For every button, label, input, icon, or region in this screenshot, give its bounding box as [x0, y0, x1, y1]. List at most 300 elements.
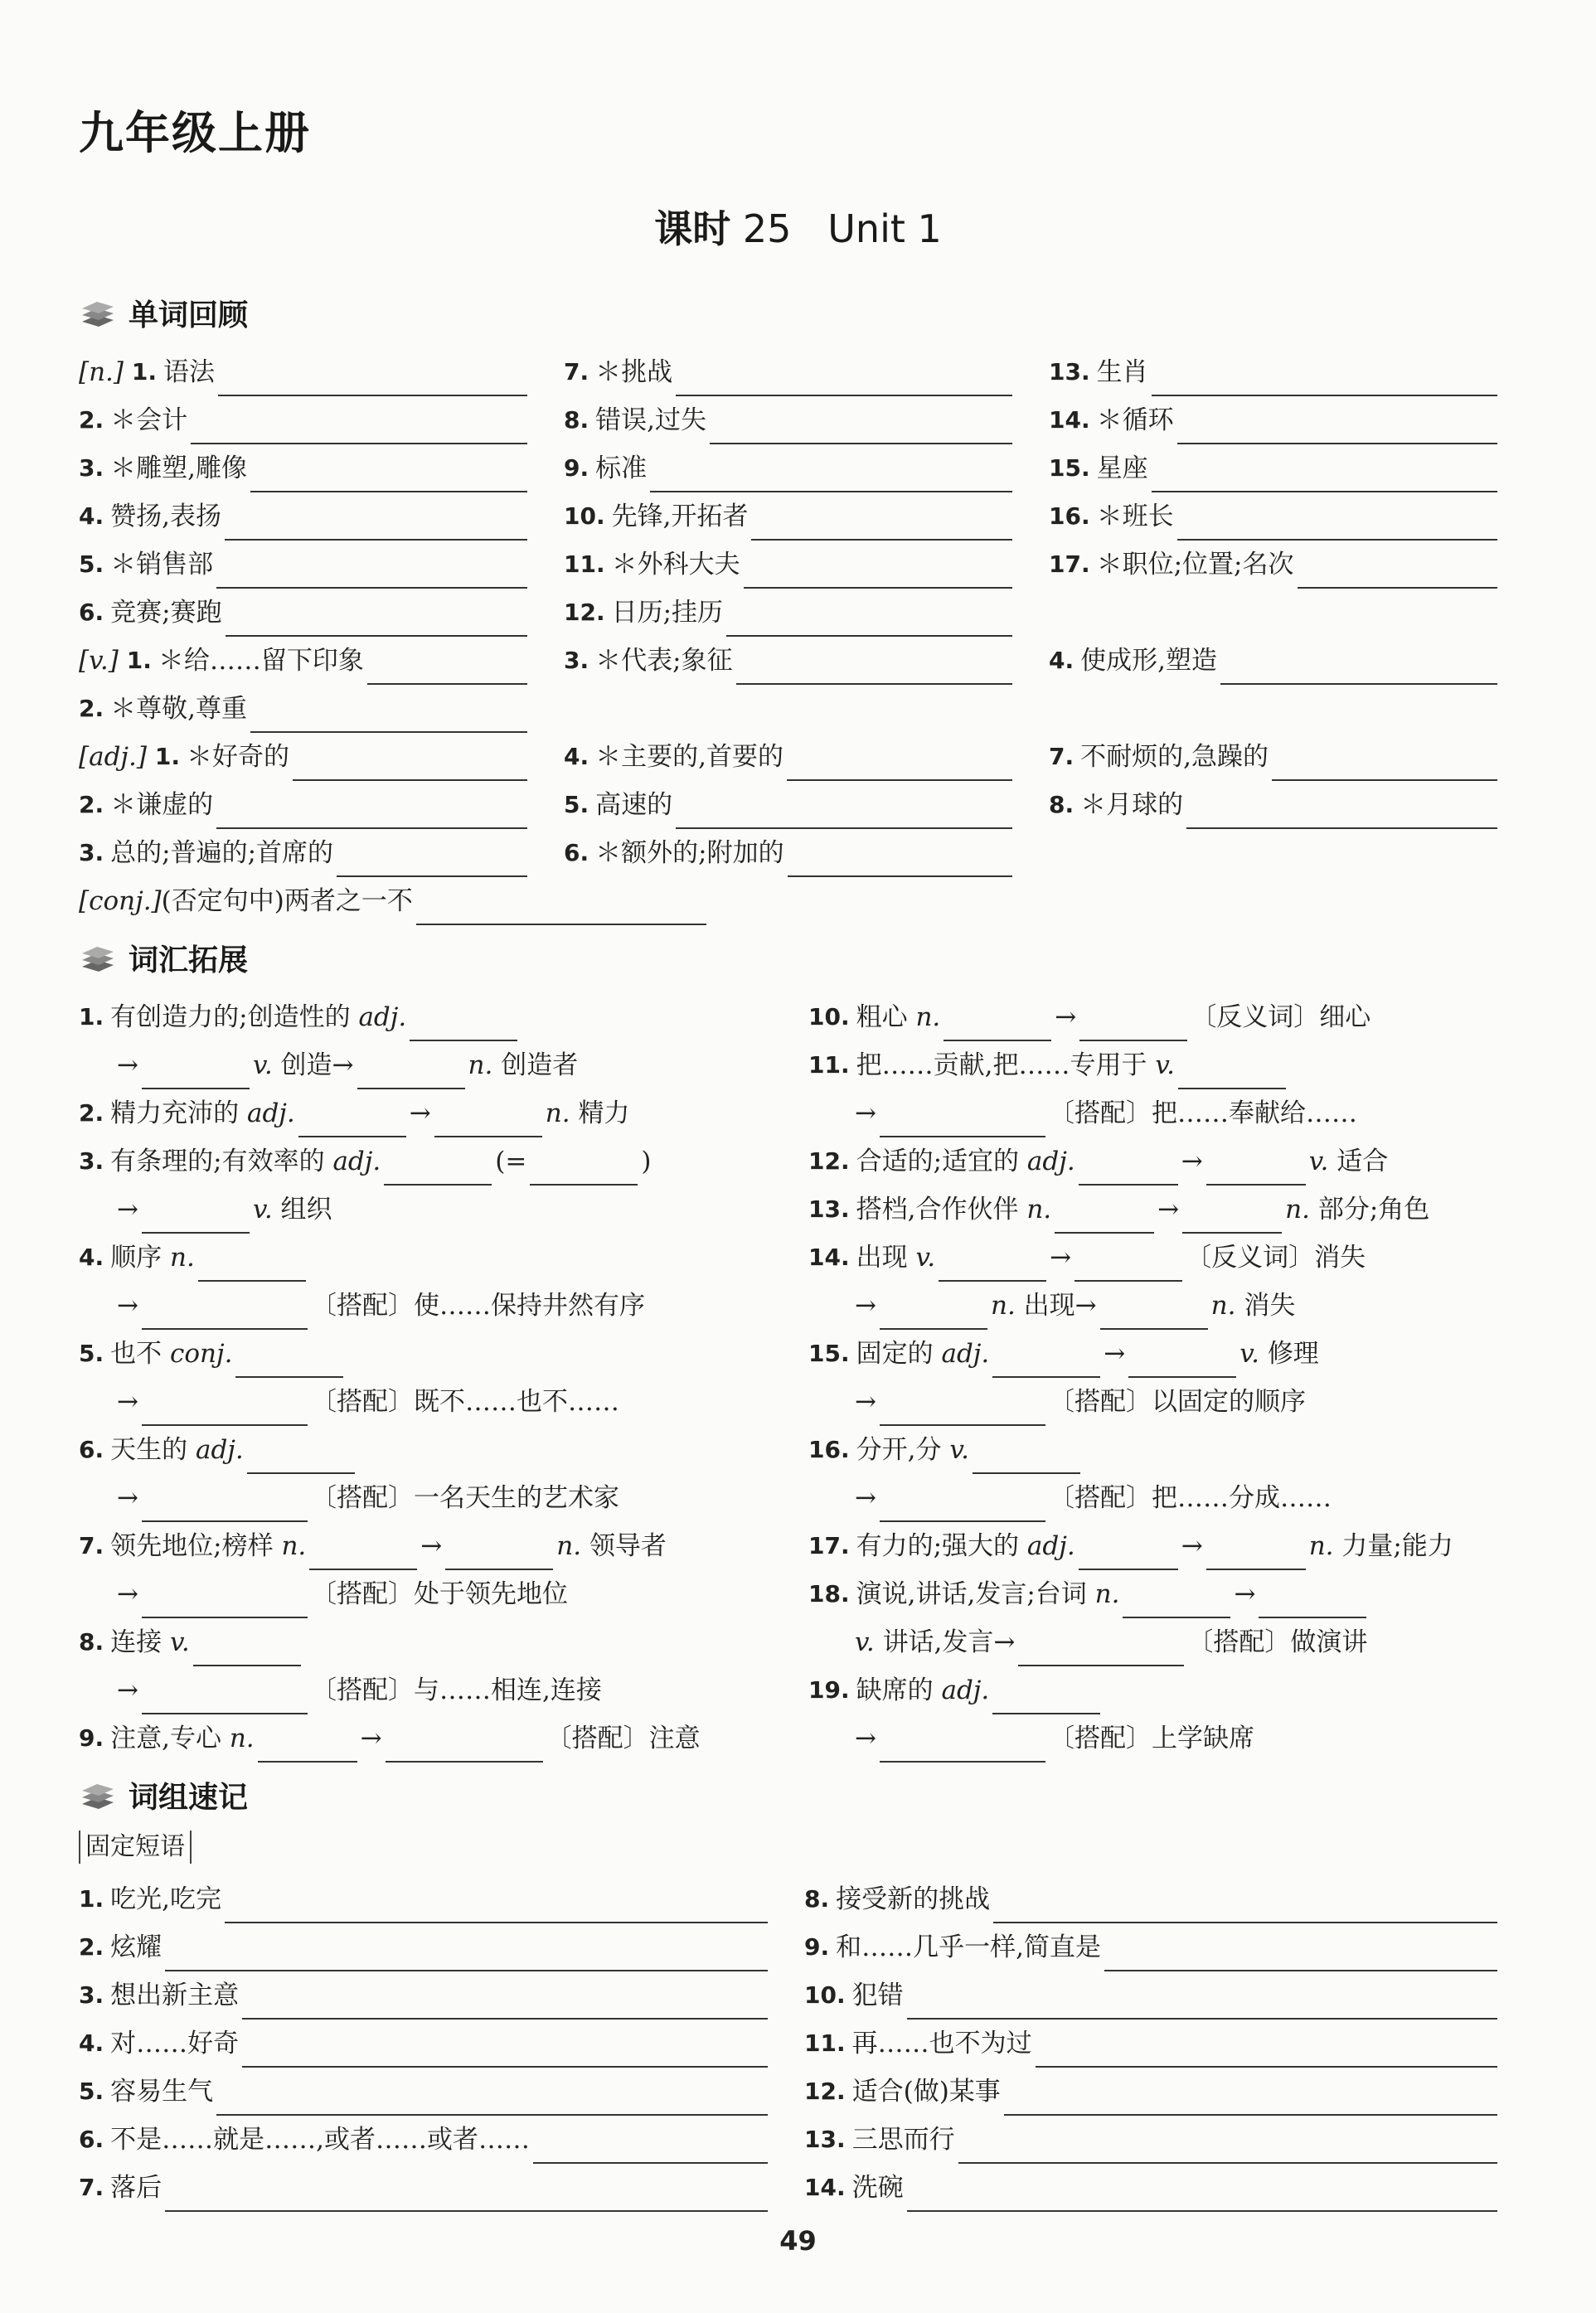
- prompt-text: ＊循环: [1096, 405, 1174, 435]
- prompt-text: 日历;挂历: [611, 598, 724, 628]
- answer-blank[interactable]: [309, 1532, 417, 1570]
- expand-item-5: [79, 1330, 792, 1378]
- prompt-text: ＊主要的,首要的: [595, 742, 783, 772]
- expand-item-7-line2: [79, 1570, 792, 1618]
- answer-blank[interactable]: [1018, 1628, 1184, 1666]
- prompt-text: 不是……就是……,或者……或者……: [110, 2125, 530, 2155]
- answer-blank[interactable]: [710, 406, 1012, 444]
- answer-blank[interactable]: [235, 1340, 343, 1378]
- item-number: 2.: [79, 695, 104, 722]
- item-number: 15.: [1049, 454, 1090, 482]
- item-number: 8.: [79, 1628, 104, 1656]
- item-number: 8.: [1049, 791, 1075, 818]
- item-number: 13.: [804, 2126, 846, 2153]
- answer-blank[interactable]: [676, 358, 1012, 396]
- answer-blank[interactable]: [1178, 1051, 1286, 1089]
- phrase-item-5: [79, 2068, 771, 2116]
- prompt-text: 吃光,吃完: [110, 1884, 221, 1914]
- item-number: 16.: [808, 1436, 850, 1463]
- item-number: 12.: [804, 2078, 846, 2105]
- item-number: 6.: [79, 1436, 104, 1463]
- answer-blank[interactable]: [193, 1628, 301, 1666]
- prompt-text: ＊会计: [110, 405, 188, 435]
- review-row-6: [0, 589, 1596, 637]
- answer-blank[interactable]: [367, 647, 527, 685]
- answer-blank[interactable]: [298, 1099, 406, 1137]
- expand-item-9: [79, 1714, 792, 1763]
- answer-blank[interactable]: [1079, 1003, 1187, 1041]
- answer-blank[interactable]: [1036, 2029, 1497, 2068]
- item-number: 7.: [564, 358, 589, 386]
- section-phrases-title: [79, 1774, 248, 1816]
- expand-item-19: [808, 1666, 1521, 1714]
- answer-blank[interactable]: [258, 1724, 357, 1763]
- prompt-text: 对……好奇: [110, 2029, 240, 2058]
- expand-item-12: [808, 1137, 1521, 1186]
- prompt-text: 想出新主意: [110, 1981, 240, 2010]
- answer-blank[interactable]: [142, 1195, 250, 1234]
- prompt-text: 修理: [1267, 1339, 1319, 1369]
- lesson-title: [0, 199, 1596, 254]
- review-n-10: [564, 492, 1016, 541]
- answer-blank[interactable]: [1182, 1195, 1282, 1234]
- unit-label: Unit 1: [827, 206, 942, 251]
- review-n-15: [1049, 444, 1501, 492]
- item-number: 16.: [1049, 502, 1090, 530]
- review-adj-2: [79, 781, 531, 829]
- answer-blank[interactable]: [434, 1099, 542, 1137]
- phrase-item-4: [79, 2020, 771, 2068]
- answer-blank[interactable]: [242, 1981, 768, 2020]
- books-icon: [79, 1779, 117, 1812]
- answer-blank[interactable]: [1272, 743, 1497, 781]
- section-expand-label: 词汇拓展: [129, 943, 249, 977]
- collocation-text: 〔搭配〕注意: [546, 1724, 701, 1753]
- arrow-icon: →: [855, 1724, 876, 1753]
- answer-blank[interactable]: [142, 1580, 308, 1618]
- prompt-text: 有力的;强大的: [856, 1531, 1020, 1561]
- collocation-text: 〔搭配〕一名天生的艺术家: [310, 1483, 619, 1513]
- pos-label: v.: [1155, 1050, 1176, 1080]
- prompt-text: 错误,过失: [595, 405, 706, 435]
- review-row-7: [0, 637, 1596, 685]
- answer-blank[interactable]: [787, 743, 1012, 781]
- item-number: 18.: [808, 1580, 850, 1607]
- pos-tag-n: [n.]: [79, 357, 124, 387]
- answer-blank[interactable]: [1100, 1292, 1208, 1330]
- prompt-text: 使成形,塑造: [1080, 646, 1217, 676]
- item-number: 9.: [564, 454, 589, 482]
- answer-blank[interactable]: [1075, 1244, 1182, 1282]
- answer-blank[interactable]: [226, 599, 527, 637]
- answer-blank[interactable]: [1152, 454, 1497, 492]
- phrase-item-8: [804, 1875, 1501, 1923]
- answer-blank[interactable]: [992, 1340, 1100, 1378]
- answer-blank[interactable]: [880, 1099, 1045, 1137]
- arrow-icon: →: [1104, 1339, 1126, 1369]
- phrase-item-7: [79, 2164, 771, 2212]
- prompt-text: 生肖: [1096, 357, 1148, 387]
- pos-label: v.: [169, 1627, 190, 1657]
- expand-item-15-line2: [808, 1378, 1521, 1426]
- item-number: 5.: [79, 550, 104, 578]
- prompt-text: 出现→: [1023, 1291, 1097, 1321]
- prompt-text: 演说,讲话,发言;台词: [856, 1579, 1087, 1609]
- answer-blank[interactable]: [944, 1003, 1051, 1041]
- prompt-text: 有创造力的;创造性的: [110, 1002, 351, 1032]
- answer-blank[interactable]: [993, 1885, 1497, 1923]
- item-number: 2.: [79, 791, 104, 818]
- arrow-icon: →: [1181, 1147, 1203, 1176]
- answer-blank[interactable]: [751, 502, 1012, 541]
- arrow-icon: →: [117, 1291, 138, 1321]
- item-number: 9.: [804, 1933, 830, 1961]
- pos-tag-v: [v.]: [79, 646, 119, 676]
- answer-blank[interactable]: [337, 839, 527, 877]
- pos-label: n.: [1308, 1531, 1334, 1561]
- answer-blank[interactable]: [142, 1051, 250, 1089]
- grade-title: 九年级上册: [79, 107, 311, 159]
- review-adj-8: [1049, 781, 1501, 829]
- prompt-text: 犯错: [851, 1981, 904, 2010]
- phrase-item-11: [804, 2020, 1501, 2068]
- answer-blank[interactable]: [1186, 791, 1497, 829]
- item-number: 6.: [79, 599, 104, 626]
- section-phrases-label: 词组速记: [129, 1781, 249, 1815]
- answer-blank[interactable]: [191, 406, 527, 444]
- item-number: 3.: [79, 1147, 104, 1175]
- answer-blank[interactable]: [958, 2126, 1497, 2164]
- phrase-item-2: [79, 1923, 771, 1971]
- answer-blank[interactable]: [726, 599, 1012, 637]
- review-row-8: [0, 685, 1596, 733]
- item-number: 5.: [564, 791, 589, 818]
- answer-blank[interactable]: [736, 647, 1012, 685]
- expand-item-1-line2: [79, 1041, 792, 1089]
- review-n-11: [564, 541, 1016, 589]
- answer-blank[interactable]: [1123, 1580, 1230, 1618]
- prompt-text: 精力: [578, 1098, 630, 1128]
- answer-blank[interactable]: [247, 1436, 355, 1474]
- item-number: 3.: [79, 1981, 104, 2009]
- answer-blank[interactable]: [992, 1676, 1100, 1714]
- prompt-text: 三思而行: [851, 2125, 955, 2155]
- review-row-9: [0, 733, 1596, 781]
- prompt-text: 粗心: [856, 1002, 908, 1032]
- prompt-text: ＊销售部: [110, 550, 214, 579]
- collocation-text: 〔搭配〕与……相连,连接: [310, 1675, 602, 1705]
- arrow-icon: →: [360, 1724, 382, 1753]
- prompt-text: ): [641, 1147, 652, 1176]
- answer-blank[interactable]: [880, 1724, 1045, 1763]
- item-number: 10.: [804, 1981, 846, 2009]
- answer-blank[interactable]: [1177, 406, 1497, 444]
- prompt-text: 也不: [110, 1339, 163, 1369]
- answer-blank[interactable]: [384, 1147, 492, 1186]
- answer-blank[interactable]: [880, 1292, 987, 1330]
- expand-item-15: [808, 1330, 1521, 1378]
- review-v-2: [79, 685, 531, 733]
- pos-label: v.: [252, 1195, 273, 1224]
- arrow-icon: →: [117, 1675, 138, 1705]
- arrow-icon: →: [420, 1531, 443, 1561]
- item-number: 2.: [79, 406, 104, 434]
- item-number: 17.: [808, 1532, 850, 1559]
- collocation-text: 〔搭配〕上学缺席: [1048, 1724, 1254, 1753]
- phrase-item-6: [79, 2116, 771, 2164]
- prompt-text: 讲话,发言→: [882, 1627, 1016, 1657]
- answer-blank[interactable]: [1079, 1532, 1178, 1570]
- answer-blank[interactable]: [410, 1003, 517, 1041]
- pos-label: adj.: [246, 1098, 295, 1128]
- review-row-4: [0, 492, 1596, 541]
- arrow-icon: →: [855, 1483, 876, 1513]
- pos-label: adj.: [941, 1675, 990, 1705]
- collocation-text: 〔搭配〕以固定的顺序: [1048, 1387, 1306, 1417]
- answer-blank[interactable]: [650, 454, 1012, 492]
- prompt-text: ＊谦虚的: [110, 790, 214, 820]
- answer-blank[interactable]: [216, 791, 527, 829]
- collocation-text: 〔搭配〕既不……也不……: [310, 1387, 619, 1417]
- pos-tag-conj: [conj.]: [79, 886, 162, 916]
- prompt-text: 组织: [280, 1195, 332, 1224]
- arrow-icon: →: [1157, 1195, 1180, 1224]
- pos-label: n.: [1285, 1195, 1310, 1224]
- item-number: 3.: [79, 839, 104, 866]
- prompt-text: 部分;角色: [1317, 1195, 1430, 1224]
- pos-label: n.: [990, 1291, 1016, 1321]
- review-row-2: [0, 396, 1596, 444]
- prompt-text: ＊好奇的: [186, 742, 289, 772]
- review-adj-5: [564, 781, 1016, 829]
- expand-item-16: [808, 1426, 1521, 1474]
- answer-blank[interactable]: [216, 2078, 768, 2116]
- prompt-text: 精力充沛的: [110, 1098, 240, 1128]
- answer-blank[interactable]: [1177, 502, 1497, 541]
- item-number: 1.: [131, 358, 157, 386]
- phrase-item-3: [79, 1971, 771, 2020]
- review-adj-7: [1049, 733, 1501, 781]
- review-row-1: [0, 348, 1596, 396]
- expand-item-11-line2: [808, 1089, 1521, 1137]
- arrow-icon: →: [117, 1195, 138, 1224]
- answer-blank[interactable]: [165, 1933, 768, 1971]
- prompt-text: 有条理的;有效率的: [110, 1147, 325, 1176]
- answer-blank[interactable]: [386, 1724, 543, 1763]
- prompt-text: 搭档,合作伙伴: [856, 1195, 1019, 1224]
- pos-label: v.: [1239, 1339, 1259, 1369]
- prompt-text: ＊职位;位置;名次: [1096, 550, 1294, 579]
- arrow-icon: →: [117, 1579, 138, 1609]
- answer-blank[interactable]: [788, 839, 1012, 877]
- answer-blank[interactable]: [142, 1484, 308, 1522]
- answer-blank[interactable]: [216, 550, 527, 589]
- answer-blank[interactable]: [142, 1292, 308, 1330]
- review-n-8: [564, 396, 1016, 444]
- collocation-text: 〔搭配〕处于领先地位: [310, 1579, 568, 1609]
- item-number: 1.: [154, 743, 180, 770]
- expand-item-14-line2: [808, 1282, 1521, 1330]
- phrase-item-12: [804, 2068, 1501, 2116]
- answer-blank[interactable]: [880, 1388, 1045, 1426]
- arrow-icon: →: [1234, 1579, 1256, 1609]
- review-n-9: [564, 444, 1016, 492]
- answer-blank[interactable]: [744, 550, 1012, 589]
- answer-blank[interactable]: [1259, 1580, 1366, 1618]
- answer-blank[interactable]: [939, 1244, 1046, 1282]
- answer-blank[interactable]: [1206, 1532, 1306, 1570]
- answer-blank[interactable]: [293, 743, 527, 781]
- answer-blank[interactable]: [1055, 1195, 1154, 1234]
- answer-blank[interactable]: [1206, 1147, 1306, 1186]
- pos-label: v.: [1308, 1147, 1329, 1176]
- pos-label: n.: [1094, 1579, 1120, 1609]
- expand-item-4-line2: [79, 1282, 792, 1330]
- answer-blank[interactable]: [250, 454, 527, 492]
- pos-label: adj.: [195, 1435, 244, 1465]
- review-n-6: [79, 589, 531, 637]
- review-conj-1: [79, 877, 775, 925]
- answer-blank[interactable]: [1220, 647, 1497, 685]
- prompt-text: ＊挑战: [595, 357, 673, 387]
- books-icon: [79, 297, 117, 330]
- prompt-text: 合适的;适宜的: [856, 1147, 1020, 1176]
- item-number: 8.: [804, 1885, 830, 1913]
- prompt-text: 再……也不为过: [851, 2029, 1032, 2058]
- pos-label: n.: [556, 1531, 582, 1561]
- expand-item-6-line2: [79, 1474, 792, 1522]
- answer-blank[interactable]: [907, 2174, 1497, 2212]
- prompt-text: 总的;普遍的;首席的: [110, 838, 334, 868]
- item-number: 6.: [79, 2126, 104, 2153]
- item-number: 4.: [1049, 647, 1075, 674]
- antonym-text: 〔反义词〕细心: [1191, 1002, 1371, 1032]
- review-adj-3: [79, 829, 531, 877]
- review-row-10: [0, 781, 1596, 829]
- collocation-text: 〔搭配〕做演讲: [1187, 1627, 1368, 1657]
- answer-blank[interactable]: [973, 1436, 1080, 1474]
- answer-blank[interactable]: [250, 695, 527, 733]
- answer-blank[interactable]: [676, 791, 1012, 829]
- review-n-4: [79, 492, 531, 541]
- prompt-text: 创造→: [280, 1050, 354, 1080]
- prompt-text: 固定的: [856, 1339, 934, 1369]
- review-adj-6: [564, 829, 1016, 877]
- item-number: 14.: [1049, 406, 1090, 434]
- section-expand-title: [79, 937, 248, 979]
- item-number: 13.: [1049, 358, 1090, 386]
- lesson-number: 25: [742, 206, 792, 251]
- collocation-text: 〔搭配〕使……保持井然有序: [310, 1291, 645, 1321]
- prompt-text: (否定句中)两者之一不: [161, 886, 413, 916]
- answer-blank[interactable]: [142, 1676, 308, 1714]
- expand-item-7: [79, 1522, 792, 1570]
- pos-label: adj.: [1026, 1147, 1075, 1176]
- pos-label: conj.: [169, 1339, 233, 1369]
- item-number: 4.: [79, 1244, 104, 1271]
- review-n-13: [1049, 348, 1501, 396]
- answer-blank[interactable]: [1152, 358, 1497, 396]
- answer-blank[interactable]: [880, 1484, 1045, 1522]
- collocation-text: 〔搭配〕把……奉献给……: [1048, 1098, 1357, 1128]
- answer-blank[interactable]: [357, 1051, 465, 1089]
- pos-tag-adj: [adj.]: [79, 742, 147, 772]
- answer-blank[interactable]: [218, 358, 527, 396]
- answer-blank[interactable]: [198, 1244, 306, 1282]
- arrow-icon: →: [117, 1387, 138, 1417]
- prompt-text: 适合: [1336, 1147, 1389, 1176]
- prompt-text: ＊尊敬,尊重: [110, 694, 247, 724]
- review-v-3: [564, 637, 1016, 685]
- prompt-text: (=: [495, 1147, 527, 1176]
- review-v-1: [79, 637, 531, 685]
- item-number: 13.: [808, 1195, 850, 1223]
- prompt-text: 顺序: [110, 1243, 163, 1273]
- arrow-icon: →: [1055, 1002, 1077, 1032]
- answer-blank[interactable]: [445, 1532, 553, 1570]
- arrow-icon: →: [1181, 1531, 1203, 1561]
- prompt-text: 先锋,开拓者: [611, 502, 749, 531]
- prompt-text: 语法: [163, 357, 215, 387]
- arrow-icon: →: [409, 1098, 431, 1128]
- expand-item-18-line2: [808, 1618, 1521, 1666]
- pos-label: v.: [252, 1050, 273, 1080]
- pos-label: n.: [545, 1098, 570, 1128]
- answer-blank[interactable]: [225, 502, 527, 541]
- phrase-item-1: [79, 1875, 771, 1923]
- pos-label: v.: [915, 1243, 936, 1273]
- arrow-icon: →: [117, 1050, 138, 1080]
- answer-blank[interactable]: [1128, 1340, 1236, 1378]
- expand-item-3-line2: [79, 1186, 792, 1234]
- review-row-11: [0, 829, 1596, 877]
- answer-blank[interactable]: [225, 1885, 768, 1923]
- answer-blank[interactable]: [142, 1388, 308, 1426]
- prompt-text: ＊额外的;附加的: [595, 838, 784, 868]
- phrase-item-10: [804, 1971, 1501, 2020]
- prompt-text: 力量;能力: [1341, 1531, 1453, 1561]
- prompt-text: 分开,分: [856, 1435, 942, 1465]
- item-number: 1.: [79, 1003, 104, 1030]
- answer-blank[interactable]: [1298, 550, 1498, 589]
- answer-blank[interactable]: [1079, 1147, 1178, 1186]
- prompt-text: 赞扬,表扬: [110, 502, 221, 531]
- answer-blank[interactable]: [530, 1147, 638, 1186]
- expand-item-2: [79, 1089, 792, 1137]
- prompt-text: 容易生气: [110, 2077, 214, 2107]
- expand-item-13: [808, 1186, 1521, 1234]
- answer-blank[interactable]: [242, 2029, 768, 2068]
- answer-blank[interactable]: [165, 2174, 768, 2212]
- item-number: 5.: [79, 1340, 104, 1367]
- answer-blank[interactable]: [907, 1981, 1497, 2020]
- expand-item-17: [808, 1522, 1521, 1570]
- answer-blank[interactable]: [1104, 1933, 1497, 1971]
- item-number: 14.: [804, 2174, 846, 2201]
- prompt-text: ＊代表;象征: [595, 646, 733, 676]
- section-review-label: 单词回顾: [129, 298, 249, 332]
- item-number: 11.: [564, 550, 605, 578]
- answer-blank[interactable]: [1004, 2078, 1497, 2116]
- item-number: 2.: [79, 1099, 104, 1127]
- prompt-text: 适合(做)某事: [851, 2077, 1001, 2107]
- answer-blank[interactable]: [533, 2126, 768, 2164]
- answer-blank[interactable]: [416, 887, 706, 925]
- arrow-icon: →: [855, 1098, 876, 1128]
- phrase-item-9: [804, 1923, 1501, 1971]
- expand-item-14: [808, 1234, 1521, 1282]
- review-n-2: [79, 396, 531, 444]
